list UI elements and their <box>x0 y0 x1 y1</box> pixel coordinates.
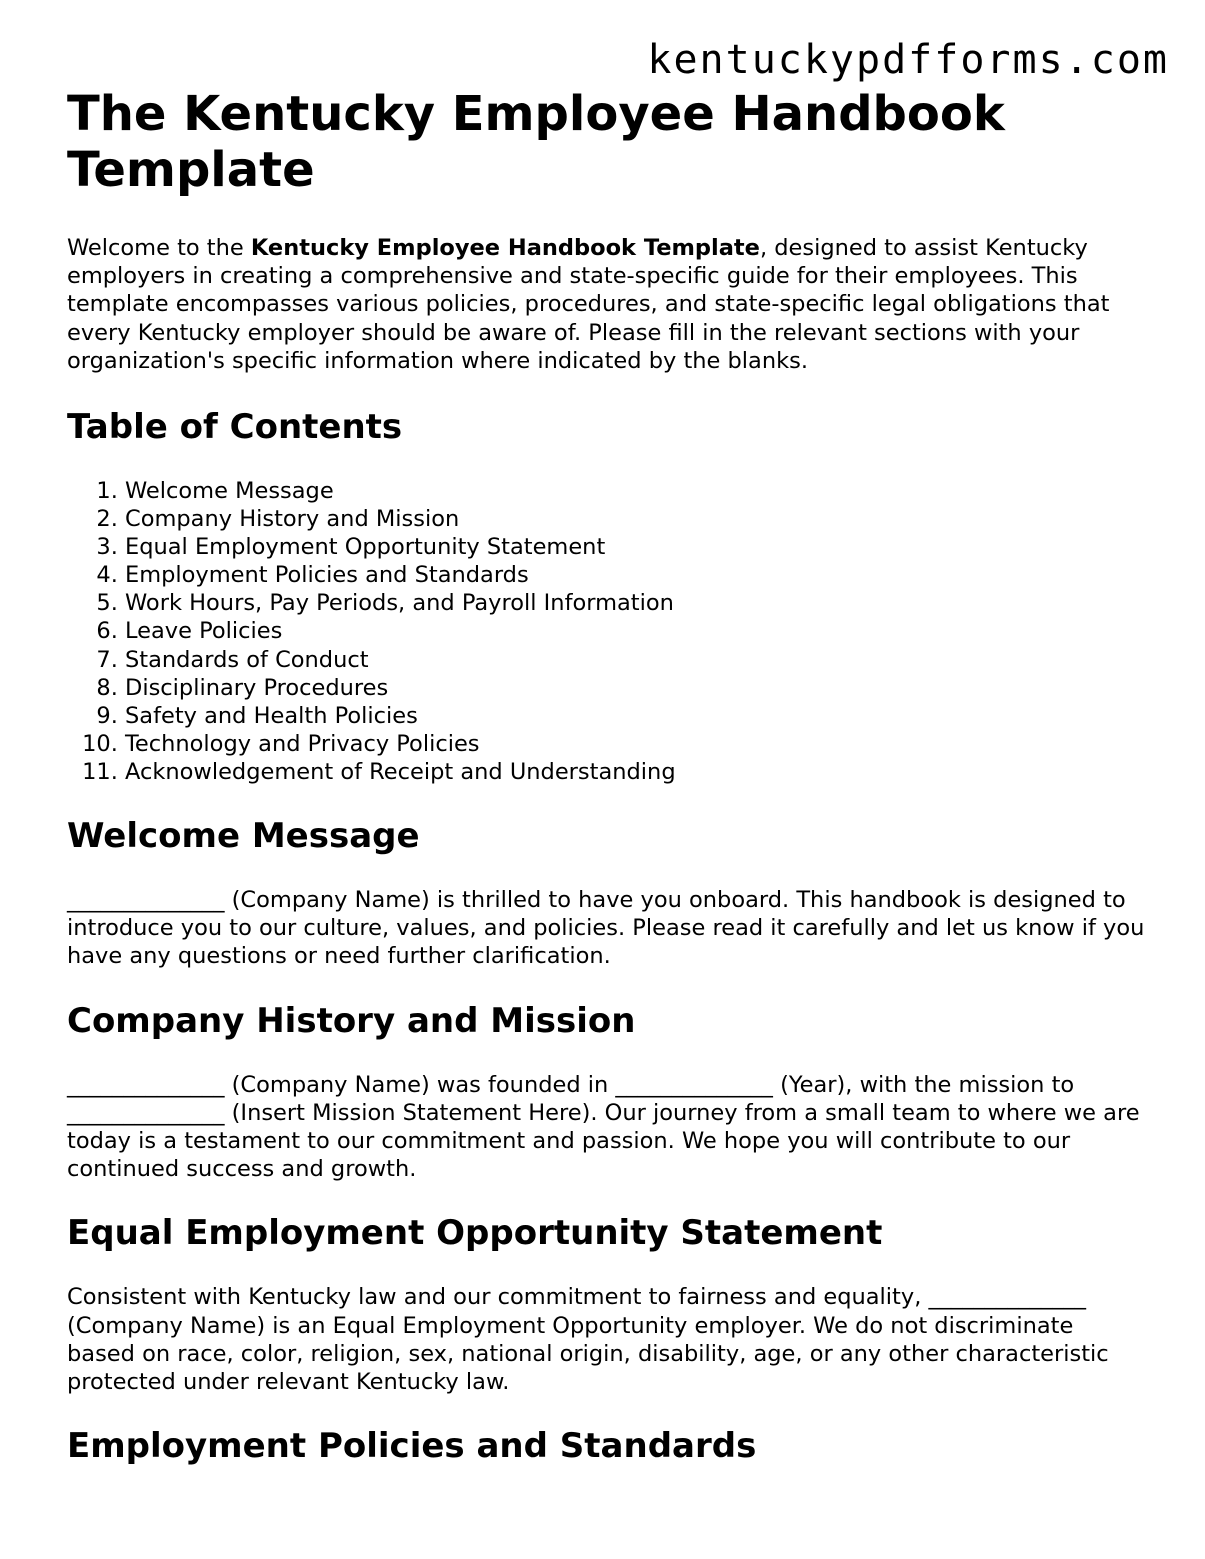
toc-item: 9. Safety and Health Policies <box>125 702 1147 730</box>
intro-text-after: , designed to assist Kentucky employers in creating a comprehensive and state-specific guide for their employees. This template encompasses various policies, procedures, and state-specific legal obligations that every Kentucky employer should be aware of. Please fill in the relevant sections with your organization's specific information where indicated by the blanks. <box>67 235 1110 374</box>
intro-paragraph <box>67 234 1147 375</box>
toc-item: 4. Employment Policies and Standards <box>125 561 1147 589</box>
intro-text-bold: Kentucky Employee Handbook Template <box>250 235 760 261</box>
document-title: The Kentucky Employee Handbook Template <box>67 86 1005 198</box>
eeo-heading: Equal Employment Opportunity Statement <box>67 1213 883 1254</box>
history-paragraph: ______________ (Company Name) was founded in ______________ (Year), with the mission to ______________ (Insert Mission Statement Here). Our journey from a small team to where we are today is a testament to our commitment and passion. We hope you will contribute to our continued success and growth. <box>67 1071 1140 1183</box>
welcome-heading: Welcome Message <box>67 816 420 857</box>
toc-item: 8. Disciplinary Procedures <box>125 674 1147 702</box>
welcome-paragraph: ______________ (Company Name) is thrilled to have you onboard. This handbook is designed to introduce you to our culture, values, and policies. Please read it carefully and let us know if you have any questions or need further clarification. <box>67 887 1145 970</box>
document-page <box>67 86 1147 1496</box>
toc-item: 2. Company History and Mission <box>125 505 1147 533</box>
toc-item: 6. Leave Policies <box>125 617 1147 645</box>
toc-item: 11. Acknowledgement of Receipt and Understanding <box>125 758 1147 786</box>
site-watermark: kentuckypdfforms.com <box>647 37 1169 83</box>
toc-item: 7. Standards of Conduct <box>125 646 1147 674</box>
toc-heading: Table of Contents <box>67 407 403 448</box>
toc-item: 5. Work Hours, Pay Periods, and Payroll Information <box>125 589 1147 617</box>
policies-heading: Employment Policies and Standards <box>67 1426 757 1467</box>
toc-list <box>67 477 1147 786</box>
toc-item: 3. Equal Employment Opportunity Statement <box>125 533 1147 561</box>
toc-item: 10. Technology and Privacy Policies <box>125 730 1147 758</box>
eeo-paragraph: Consistent with Kentucky law and our commitment to fairness and equality, ______________ (Company Name) is an Equal Employment Opportunity employer. We do not discriminate based on race, color, religion, sex, national origin, disability, age, or any other characteristic protected under relevant Kentucky law. <box>67 1284 1109 1396</box>
toc-item: 1. Welcome Message <box>125 477 1147 505</box>
intro-text-before: Welcome to the <box>67 235 251 261</box>
history-heading: Company History and Mission <box>67 1000 636 1041</box>
